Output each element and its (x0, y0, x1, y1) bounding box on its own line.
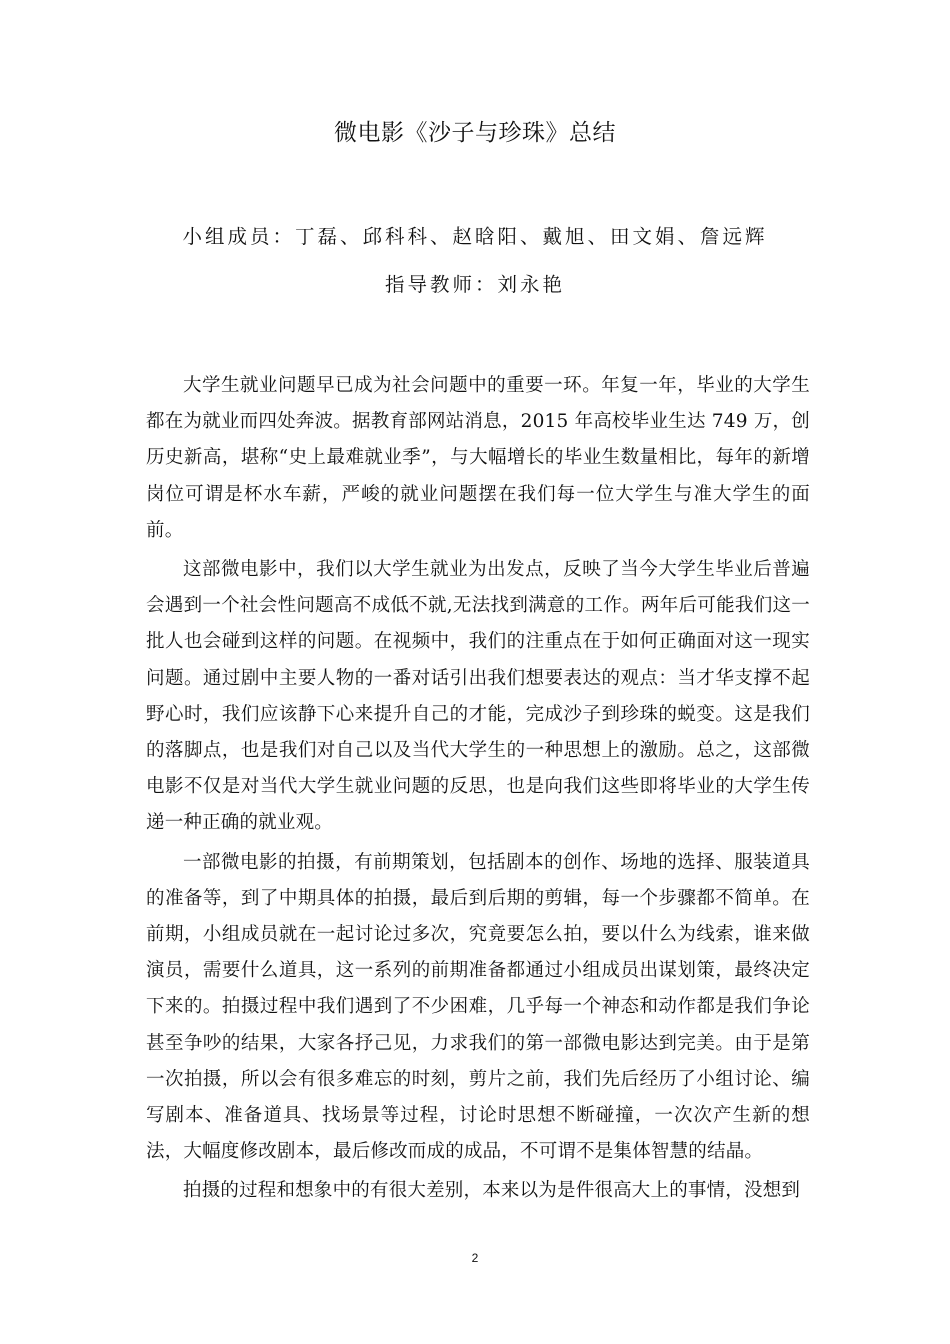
page-number: 2 (471, 1251, 479, 1265)
group-members: 小组成员：丁磊、邱科科、赵晗阳、戴旭、田文娟、詹远辉 (182, 225, 768, 248)
paragraph: 拍摄的过程和想象中的有很大差别，本来以为是件很高大上的事情，没想到 (183, 1180, 801, 1202)
paragraph: 这部微电影中，我们以大学生就业为出发点，反映了当今大学生毕业后普遍会遇到一个社会性问题高不成低不就,无法找到满意的工作。两年后可能我们这一批人也会碰到这样的问题。在视频中，我们的注重点在于如何正确面对这一现实问题。通过剧中主要人物的一番对话引出我们想要表达的观点：当才华支撑不起野心时，我们应该静下心来提升自己的才能，完成沙子到珍珠的蜕变。这是我们的落脚点，也是我们对自己以及当代大学生的一种思想上的激励。总之，这部微电影不仅是对当代大学生就业问题的反思，也是向我们这些即将毕业的大学生传递一种正确的就业观。 (146, 559, 810, 834)
document-title: 微电影《沙子与珍珠》总结 (334, 120, 616, 146)
paragraph: 大学生就业问题早已成为社会问题中的重要一环。年复一年，毕业的大学生都在为就业而四处奔波。据教育部网站消息，2015 年高校毕业生达 749 万，创历史新高，堪称“史上最难就业季”，与大幅增长的毕业生数量相比，每年的新增岗位可谓是杯水车薪，严峻的就业问题摆在我们每一位大学生与准大学生的面前。 (146, 375, 810, 541)
document-body (146, 368, 810, 1213)
instructor: 指导教师：刘永艳 (384, 273, 565, 296)
paragraph: 一部微电影的拍摄，有前期策划，包括剧本的创作、场地的选择、服装道具的准备等，到了中期具体的拍摄，最后到后期的剪辑，每一个步骤都不简单。在前期，小组成员就在一起讨论过多次，究竟要怎么拍，要以什么为线索，谁来做演员，需要什么道具，这一系列的前期准备都通过小组成员出谋划策，最终决定下来的。拍摄过程中我们遇到了不少困难，几乎每一个神态和动作都是我们争论甚至争吵的结果，大家各抒己见，力求我们的第一部微电影达到完美。由于是第一次拍摄，所以会有很多难忘的时刻，剪片之前，我们先后经历了小组讨论、编写剧本、准备道具、找场景等过程，讨论时思想不断碰撞，一次次产生新的想法，大幅度修改剧本，最后修改而成的成品，不可谓不是集体智慧的结晶。 (146, 851, 810, 1163)
